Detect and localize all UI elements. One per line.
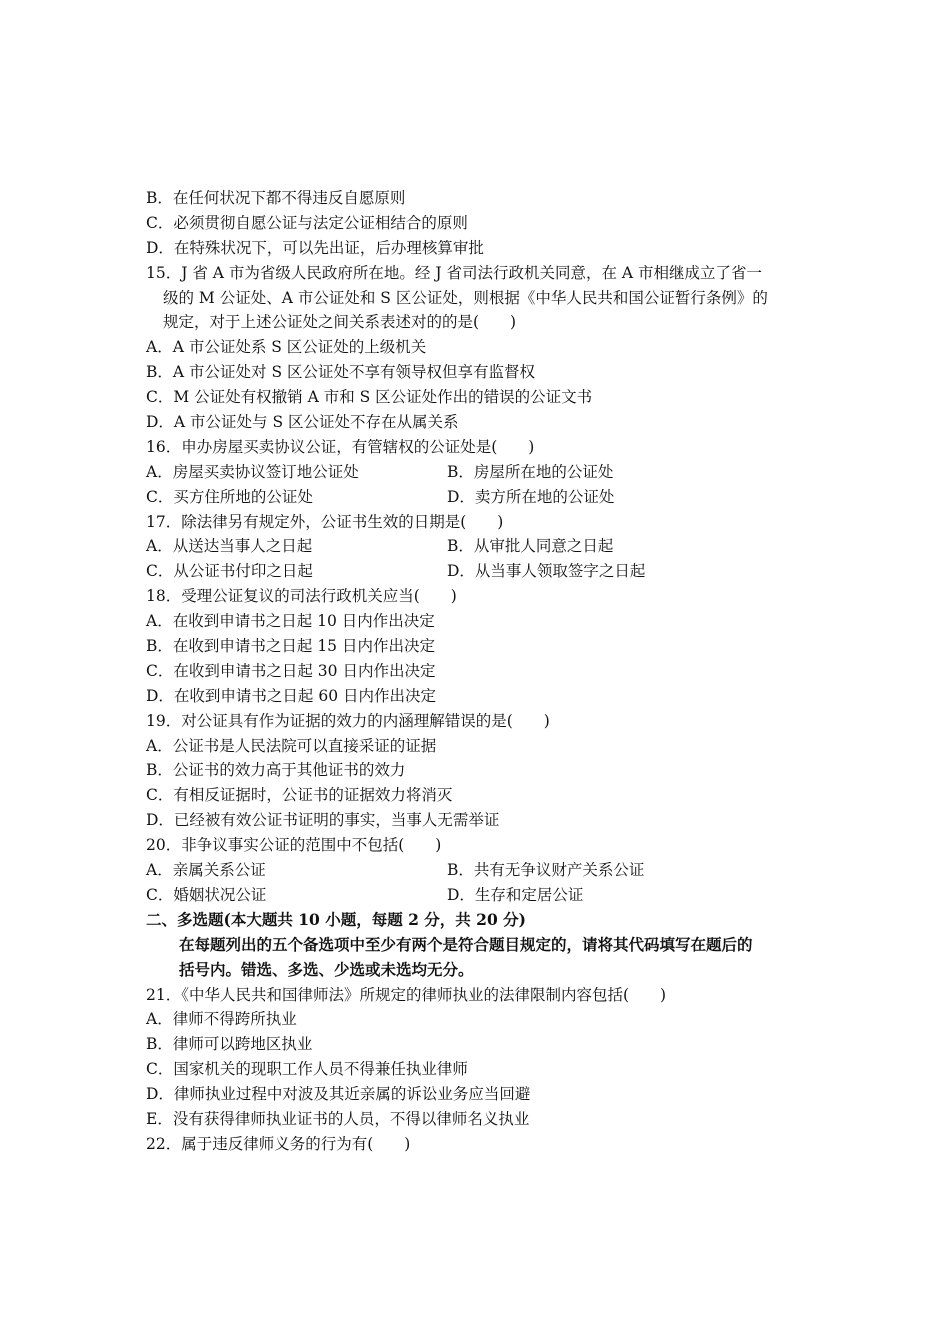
q18-stem: 18．受理公证复议的司法行政机关应当( ) xyxy=(146,587,457,606)
q16-stem: 16．申办房屋买卖协议公证，有管辖权的公证处是( ) xyxy=(146,437,535,456)
q15-stem-line2: 级的 M 公证处、A 市公证处和 S 区公证处，则根据《中华人民共和国公证暂行条例》的 xyxy=(163,288,768,307)
q21-option-e: E．没有获得律师执业证书的人员，不得以律师名义执业 xyxy=(146,1109,530,1128)
q15-option-b: B．A 市公证处对 S 区公证处不享有领导权但享有监督权 xyxy=(146,363,535,382)
q14-option-b: B．在任何状况下都不得违反自愿原则 xyxy=(146,189,406,207)
q15-option-a: A．A 市公证处系 S 区公证处的上级机关 xyxy=(146,338,427,357)
q18-option-b: B．在收到申请书之日起 15 日内作出决定 xyxy=(146,637,435,656)
q21-option-b: B．律师可以跨地区执业 xyxy=(146,1035,313,1054)
q18-option-a: A．在收到申请书之日起 10 日内作出决定 xyxy=(146,612,435,631)
q15-stem-line1: 15．J 省 A 市为省级人民政府所在地。经 J 省司法行政机关同意，在 A 市相继成立了省一 xyxy=(146,263,763,282)
q14-option-c: C．必须贯彻自愿公证与法定公证相结合的原则 xyxy=(146,213,468,232)
q20-options-row2 xyxy=(146,883,816,908)
q20-options-row1 xyxy=(146,858,816,883)
q21-option-a: A．律师不得跨所执业 xyxy=(146,1010,297,1029)
question-text-block xyxy=(146,186,816,1157)
q17-stem: 17．除法律另有规定外，公证书生效的日期是( ) xyxy=(146,512,504,531)
q20-stem: 20．非争议事实公证的范围中不包括( ) xyxy=(146,836,442,855)
q20-option-d: D．生存和定居公证 xyxy=(447,885,584,904)
q18-option-c: C．在收到申请书之日起 30 日内作出决定 xyxy=(146,661,436,680)
q17-option-b: B．从审批人同意之日起 xyxy=(447,537,614,556)
q19-option-a: A．公证书是人民法院可以直接采证的证据 xyxy=(146,736,437,755)
q19-option-d: D．已经被有效公证书证明的事实，当事人无需举证 xyxy=(146,811,500,830)
q17-option-c: C．从公证书付印之日起 xyxy=(146,562,313,581)
q16-option-a: A．房屋买卖协议签订地公证处 xyxy=(146,462,359,481)
q17-option-a: A．从送达当事人之日起 xyxy=(146,537,313,556)
q21-stem: 21．《中华人民共和国律师法》所规定的律师执业的法律限制内容包括( ) xyxy=(146,985,667,1004)
q16-option-c: C．买方住所地的公证处 xyxy=(146,487,313,506)
section2-heading: 二、多选题(本大题共 10 小题，每题 2 分，共 20 分) xyxy=(146,909,526,929)
q20-option-a: A．亲属关系公证 xyxy=(146,861,266,880)
q17-options-row1 xyxy=(146,534,816,559)
section2-instruction-line1: 在每题列出的五个备选项中至少有两个是符合题目规定的，请将其代码填写在题后的 xyxy=(179,934,753,954)
q16-options-row1 xyxy=(146,460,816,485)
q17-option-d: D．从当事人领取签字之日起 xyxy=(447,562,646,581)
q17-options-row2 xyxy=(146,559,816,584)
q14-option-d: D．在特殊状况下，可以先出证，后办理核算审批 xyxy=(146,238,484,257)
q18-option-d: D．在收到申请书之日起 60 日内作出决定 xyxy=(146,686,437,705)
q20-option-b: B．共有无争议财产关系公证 xyxy=(447,861,645,880)
q15-option-c: C．M 公证处有权撤销 A 市和 S 区公证处作出的错误的公证文书 xyxy=(146,388,593,407)
q16-option-d: D．卖方所在地的公证处 xyxy=(447,487,615,506)
section2-instruction-line2: 括号内。错选、多选、少选或未选均无分。 xyxy=(179,959,474,979)
q15-stem-line3: 规定，对于上述公证处之间关系表述对的的是( ) xyxy=(163,313,517,332)
q20-option-c: C．婚姻状况公证 xyxy=(146,885,267,904)
q21-option-d: D．律师执业过程中对波及其近亲属的诉讼业务应当回避 xyxy=(146,1085,531,1104)
q16-option-b: B．房屋所在地的公证处 xyxy=(447,462,614,481)
q16-options-row2 xyxy=(146,485,816,510)
q22-stem: 22．属于违反律师义务的行为有( ) xyxy=(146,1134,411,1153)
q15-option-d: D．A 市公证处与 S 区公证处不存在从属关系 xyxy=(146,413,459,432)
q19-option-c: C．有相反证据时，公证书的证据效力将消灭 xyxy=(146,786,453,805)
q21-option-c: C．国家机关的现职工作人员不得兼任执业律师 xyxy=(146,1060,468,1079)
q19-option-b: B．公证书的效力高于其他证书的效力 xyxy=(146,761,406,780)
q19-stem: 19．对公证具有作为证据的效力的内涵理解错误的是( ) xyxy=(146,711,550,730)
